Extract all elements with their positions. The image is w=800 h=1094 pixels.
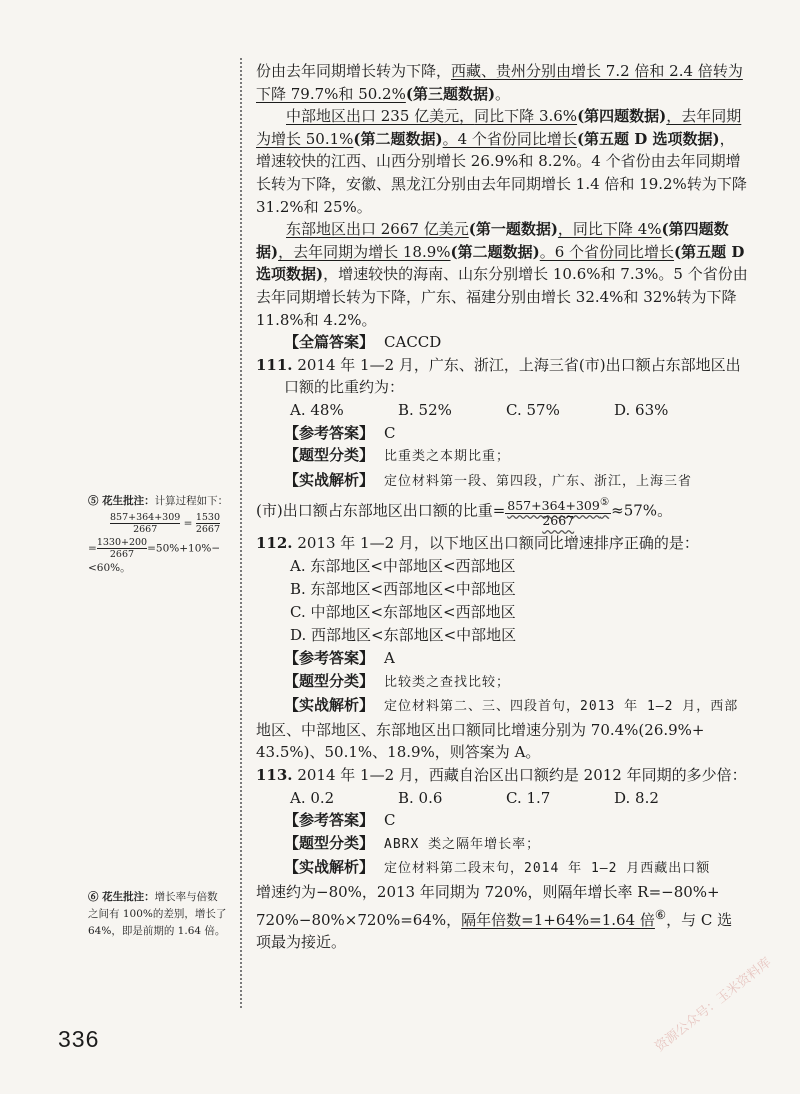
fraction: $\frac{857+364+309}{2667}$ [110, 512, 181, 535]
full-answer: 【全篇答案】 CACCD [284, 333, 442, 352]
analysis-112-line3: 43.5%)、50.1%、18.9%，则答案为 A。 [256, 743, 541, 762]
fraction: $\frac{1330+200}{2667}$ [96, 537, 148, 560]
option: D. 西部地区<东部地区<中部地区 [290, 626, 517, 645]
side-note-6: ⑥ 花生批注：增长率与倍数 之间有 100%的差别，增长了 64%，即是前期的 1.64 倍。 [88, 891, 227, 937]
question-113-options [256, 787, 748, 810]
column-divider [240, 58, 248, 1008]
answer-112: 【参考答案】 A [284, 649, 395, 668]
question-111-stem: 口额的比重约为： [284, 378, 405, 397]
option: B. 东部地区<西部地区<中部地区 [290, 580, 516, 599]
question-112-options [256, 555, 748, 647]
analysis-111: 【实战解析】 定位材料第一段、第四段，广东、浙江，上海三省 [284, 470, 693, 489]
option: C. 1.7 [506, 788, 551, 807]
option: C. 中部地区<东部地区<西部地区 [290, 603, 516, 622]
question-111-options [256, 399, 748, 422]
page-number: 336 [58, 1026, 100, 1052]
answer-111: 【参考答案】 C [284, 423, 396, 442]
paragraph-3: 东部地区出口 2667 亿美元(第一题数据)，同比下降 4%(第四题数据)，去年同期为增长 18.9%(第二题数据)。6 个省份同比增长(第五题 D 选项数据)，增速较快的海南、山东分别增长 10.6%和 7.3%。5 个省份由去年同期增长转为下降，广东、福建分别由增长 32.4%和 32%转为下降 11.8%和 4.2%。 [256, 220, 748, 329]
option: B. 52% [398, 400, 452, 419]
question-111: 111. 2014 年 1—2 月，广东、浙江，上海三省(市)出口额占东部地区出 [256, 355, 741, 374]
type-113: 【题型分类】 ABRX 类之隔年增长率； [284, 833, 541, 852]
option: A. 48% [290, 400, 344, 419]
analysis-112-line2: 地区、中部地区、东部地区出口额同比增速分别为 70.4%(26.9%+ [256, 720, 705, 739]
option: A. 东部地区<中部地区<西部地区 [290, 557, 516, 576]
analysis-113-line4: 项最为接近。 [256, 933, 347, 952]
option: D. 8.2 [614, 788, 659, 807]
option: D. 63% [614, 400, 669, 419]
answer-113: 【参考答案】 C [284, 811, 396, 830]
option: A. 0.2 [290, 788, 335, 807]
type-111: 【题型分类】 比重类之本期比重； [284, 446, 511, 465]
analysis-113: 【实战解析】 定位材料第二段末句，2014 年 1—2 月西藏出口额 [284, 858, 711, 877]
analysis-113-line2: 增速约为−80%，2013 年同期为 720%，则隔年增长率 R=−80%+ [256, 882, 720, 901]
side-note-5: ⑤ 花生批注：计算过程如下： $\frac{857+364+309}{2667}$ = $\frac{1530}{2667}$ = $\frac{1330+200}{2667}$ =50%+10%− <60%。 [88, 495, 229, 574]
type-112: 【题型分类】 比较类之查找比较； [284, 671, 511, 690]
analysis-111-cont: (市)出口额占东部地区出口额的比重= $\frac{857+364+309^⑤}{2667}$ ≈57%。 [256, 496, 673, 529]
question-113: 113. 2014 年 1—2 月，西藏自治区出口额约是 2012 年同期的多少倍： [256, 766, 747, 784]
watermark: 资源公众号：玉米资料库 [652, 955, 775, 1055]
fraction: $\frac{857+364+309^⑤}{2667}$ [507, 496, 610, 529]
main-column [256, 60, 748, 954]
analysis-113-line3: 720%−80%×720%=64%，隔年倍数=1+64%=1.64 倍⑥，与 C 选 [256, 906, 733, 929]
fraction: $\frac{1530}{2667}$ [195, 512, 221, 535]
question-112: 112. 2013 年 1—2 月，以下地区出口额同比增速排序正确的是： [256, 534, 699, 553]
paragraph-1: 份由去年同期增长转为下降，西藏、贵州分别由增长 7.2 倍和 2.4 倍转为下降 79.7%和 50.2%(第三题数据)。 [256, 62, 743, 103]
option: B. 0.6 [398, 788, 443, 807]
analysis-112: 【实战解析】 定位材料第二、三、四段首句，2013 年 1—2 月，西部 [284, 696, 739, 715]
option: C. 57% [506, 400, 560, 419]
paragraph-2: 中部地区出口 235 亿美元，同比下降 3.6%(第四题数据)，去年同期为增长 50.1%(第二题数据)。4 个省份同比增长(第五题 D 选项数据)，增速较快的江西、山西分别增长 26.9%和 8.2%。4 个省份由去年同期增长转为下降，安徽、黑龙江分别由去年同期增长 1.4 倍和 19.2%转为下降 31.2%和 25%。 [256, 107, 747, 216]
